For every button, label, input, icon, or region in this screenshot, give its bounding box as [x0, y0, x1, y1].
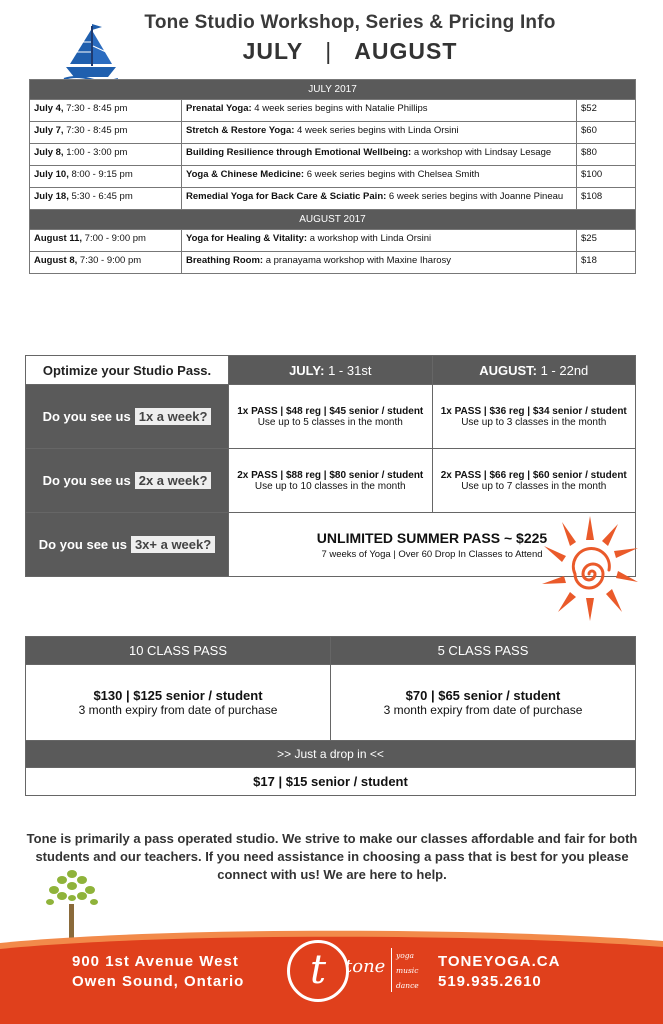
- table-row: [26, 385, 636, 449]
- event-desc: a workshop with Lindsay Lesage: [411, 147, 552, 158]
- frequency-question: [26, 449, 229, 513]
- month-july: JULY: [242, 38, 304, 64]
- event-date-cell: [30, 166, 182, 188]
- august-range: 1 - 22nd: [536, 362, 589, 378]
- frequency-badge: 2x a week?: [135, 472, 212, 489]
- schedule-august-header-row: [30, 210, 636, 230]
- page-title: Tone Studio Workshop, Series & Pricing Info: [144, 12, 556, 33]
- event-name: Prenatal Yoga:: [186, 103, 252, 114]
- event-time: 7:30 - 8:45 pm: [63, 125, 128, 136]
- event-desc-cell: [182, 100, 577, 122]
- pass-header-row: [26, 356, 636, 385]
- event-desc-cell: [182, 188, 577, 210]
- logo-sub-music: music: [396, 966, 419, 975]
- ten-class-expiry: 3 month expiry from date of purchase: [78, 703, 278, 717]
- event-date: July 18,: [34, 191, 69, 202]
- event-date-cell: [30, 144, 182, 166]
- event-time: 7:30 - 8:45 pm: [63, 103, 128, 114]
- event-date: July 7,: [34, 125, 64, 136]
- event-date-cell: [30, 230, 182, 252]
- dropin-header: >> Just a drop in <<: [26, 741, 636, 768]
- event-name: Stretch & Restore Yoga:: [186, 125, 295, 136]
- pass-usage: Use up to 7 classes in the month: [461, 480, 607, 492]
- logo-divider: [391, 948, 392, 992]
- page-header: [120, 12, 580, 65]
- ten-class-header: 10 CLASS PASS: [26, 637, 331, 665]
- pass-price: 1x PASS | $48 reg | $45 senior / student: [237, 405, 424, 417]
- table-row: [30, 144, 636, 166]
- event-desc: 6 week series begins with Joanne Pineau: [386, 191, 564, 202]
- august-label: AUGUST:: [479, 362, 537, 378]
- event-desc-cell: [182, 122, 577, 144]
- event-desc-cell: [182, 144, 577, 166]
- august-header: AUGUST 2017: [30, 210, 636, 230]
- event-time: 7:00 - 9:00 pm: [82, 233, 146, 244]
- five-class-expiry: 3 month expiry from date of purchase: [383, 703, 583, 717]
- class-pass-table: [25, 636, 636, 796]
- dropin-header-row: [26, 741, 636, 768]
- event-time: 1:00 - 3:00 pm: [63, 147, 128, 158]
- question-prefix: Do you see us: [42, 473, 131, 488]
- five-class-cell: [331, 665, 636, 741]
- event-desc: 6 week series begins with Chelsea Smith: [304, 169, 480, 180]
- schedule-july-header-row: [30, 80, 636, 100]
- event-desc: a pranayama workshop with Maxine Iharosy: [263, 255, 452, 266]
- july-header: JULY 2017: [30, 80, 636, 100]
- dropin-price-row: [26, 768, 636, 796]
- month-separator: |: [325, 38, 333, 64]
- frequency-question: [26, 385, 229, 449]
- july-pass-cell: [229, 385, 433, 449]
- pass-usage: Use up to 5 classes in the month: [257, 416, 403, 428]
- table-row: [30, 100, 636, 122]
- event-desc: 4 week series begins with Linda Orsini: [294, 125, 459, 136]
- class-pass-header-row: [26, 637, 636, 665]
- frequency-question: [26, 513, 229, 577]
- event-price: $80: [577, 144, 636, 166]
- logo-sub-yoga: yoga: [396, 951, 415, 960]
- table-row: [30, 230, 636, 252]
- event-desc-cell: [182, 166, 577, 188]
- event-price: $52: [577, 100, 636, 122]
- logo-subtext: [396, 948, 419, 993]
- event-price: $108: [577, 188, 636, 210]
- event-date: July 4,: [34, 103, 64, 114]
- july-range: 1 - 31st: [324, 362, 372, 378]
- event-name: Yoga & Chinese Medicine:: [186, 169, 305, 180]
- frequency-badge: 3x+ a week?: [131, 536, 215, 553]
- table-row: [30, 166, 636, 188]
- event-name: Yoga for Healing & Vitality:: [186, 233, 308, 244]
- class-pass-body-row: [26, 665, 636, 741]
- logo-word: tone: [345, 956, 386, 977]
- sun-icon: [540, 516, 640, 621]
- page-months: [120, 38, 580, 65]
- pass-usage: Use up to 3 classes in the month: [461, 416, 607, 428]
- event-date-cell: [30, 252, 182, 274]
- footer-contact: [438, 952, 560, 992]
- august-pass-cell: [432, 385, 636, 449]
- address-line-2: Owen Sound, Ontario: [72, 973, 245, 990]
- august-pass-cell: [432, 449, 636, 513]
- phone-number[interactable]: 519.935.2610: [438, 973, 542, 990]
- event-date: July 8,: [34, 147, 64, 158]
- address-line-1: 900 1st Avenue West: [72, 953, 239, 970]
- table-row: [30, 122, 636, 144]
- event-date: August 11,: [34, 233, 83, 244]
- event-time: 8:00 - 9:15 pm: [68, 169, 133, 180]
- event-date: July 10,: [34, 169, 69, 180]
- event-name: Breathing Room:: [186, 255, 264, 266]
- event-desc-cell: [182, 252, 577, 274]
- question-prefix: Do you see us: [38, 537, 127, 552]
- july-label: JULY:: [289, 362, 325, 378]
- question-prefix: Do you see us: [42, 409, 131, 424]
- event-desc: 4 week series begins with Natalie Phillips: [251, 103, 428, 114]
- event-date-cell: [30, 188, 182, 210]
- logo-sub-dance: dance: [396, 981, 419, 990]
- ten-class-cell: [26, 665, 331, 741]
- event-time: 7:30 - 9:00 pm: [77, 255, 142, 266]
- ten-class-price: $130 | $125 senior / student: [93, 688, 263, 703]
- table-row: [26, 449, 636, 513]
- unlimited-pass-sub: 7 weeks of Yoga | Over 60 Drop In Classes to Attend: [321, 548, 543, 560]
- five-class-price: $70 | $65 senior / student: [405, 688, 561, 703]
- footer-address: [72, 952, 244, 992]
- month-august: AUGUST: [354, 38, 458, 64]
- july-pass-cell: [229, 449, 433, 513]
- pass-price: 1x PASS | $36 reg | $34 senior / student: [440, 405, 627, 417]
- event-name: Remedial Yoga for Back Care & Sciatic Pain:: [186, 191, 387, 202]
- event-price: $18: [577, 252, 636, 274]
- event-desc-cell: [182, 230, 577, 252]
- five-class-header: 5 CLASS PASS: [331, 637, 636, 665]
- event-date-cell: [30, 122, 182, 144]
- pass-table-label: Optimize your Studio Pass.: [26, 356, 229, 385]
- event-desc: a workshop with Linda Orsini: [307, 233, 432, 244]
- dropin-price: $17 | $15 senior / student: [26, 768, 636, 796]
- july-range-header: [229, 356, 433, 385]
- event-date-cell: [30, 100, 182, 122]
- event-price: $100: [577, 166, 636, 188]
- tone-logo: [283, 936, 433, 1006]
- pass-price: 2x PASS | $66 reg | $60 senior / student: [440, 469, 627, 481]
- table-row: [30, 188, 636, 210]
- table-row: [30, 252, 636, 274]
- website-link[interactable]: TONEYOGA.CA: [438, 953, 561, 970]
- event-price: $60: [577, 122, 636, 144]
- august-range-header: [432, 356, 636, 385]
- sailboat-icon: [62, 22, 120, 82]
- pass-usage: Use up to 10 classes in the month: [254, 480, 406, 492]
- studio-blurb: Tone is primarily a pass operated studio. We strive to make our classes affordable and fair for both students and our teachers. If you need assistance in choosing a pass that is best for you please connect with us! We are here to help.: [26, 831, 638, 882]
- event-name: Building Resilience through Emotional Wellbeing:: [186, 147, 412, 158]
- pass-price: 2x PASS | $88 reg | $80 senior / student: [237, 469, 424, 481]
- unlimited-pass-title: UNLIMITED SUMMER PASS ~ $225: [316, 529, 548, 546]
- event-time: 5:30 - 6:45 pm: [68, 191, 133, 202]
- schedule-table: [29, 79, 636, 274]
- logo-letter: t: [287, 940, 349, 1002]
- frequency-badge: 1x a week?: [135, 408, 212, 425]
- event-date: August 8,: [34, 255, 78, 266]
- event-price: $25: [577, 230, 636, 252]
